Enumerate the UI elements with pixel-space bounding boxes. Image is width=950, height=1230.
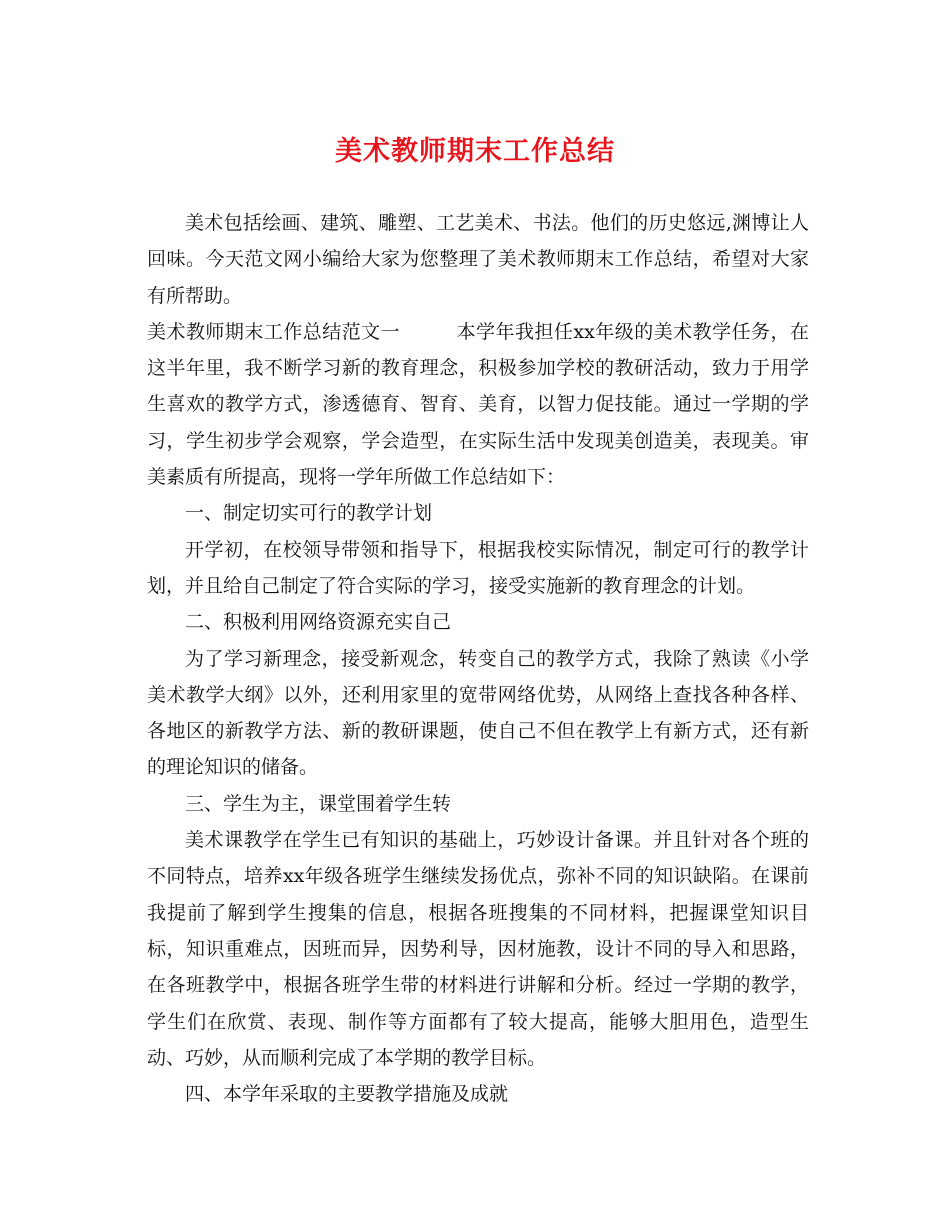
section-1-heading: 一、制定切实可行的教学计划 <box>185 502 433 525</box>
document-title: 美术教师期末工作总结 <box>335 136 615 167</box>
sample-heading: 美术教师期末工作总结范文一 <box>147 320 401 343</box>
section-2-heading: 二、积极利用网络资源充实自己 <box>185 611 452 634</box>
section-3-paragraph: 美术课教学在学生已有知识的基础上，巧妙设计备课。并且针对各个班的不同特点，培养xx年级各班学生继续发扬优点，弥补不同的知识缺陷。在课前我提前了解到学生搜集的信息，根据各班搜集的不同材料，把握课堂知识目标，知识重难点，因班而异，因势利导，因材施教，设计不同的导入和思路，在各班教学中，根据各班学生带的材料进行讲解和分析。经过一学期的教学，学生们在欣赏、表现、制作等方面都有了较大提高，能够大胆用色，造型生动、巧妙，从而顺利完成了本学期的教学目标。 <box>147 829 809 1069</box>
section-3-heading: 三、学生为主，课堂围着学生转 <box>185 792 452 815</box>
section-2-paragraph: 为了学习新理念，接受新观念，转变自己的教学方式，我除了熟读《小学美术教学大纲》以外，还利用家里的宽带网络优势，从网络上查找各种各样、各地区的新教学方法、新的教研课题，使自己不但在教学上有新方式，还有新的理论知识的储备。 <box>147 647 809 779</box>
intro-paragraph: 美术包括绘画、建筑、雕塑、工艺美术、书法。他们的历史悠远,渊博让人回味。今天范文网小编给大家为您整理了美术教师期末工作总结，希望对大家有所帮助。 <box>147 212 809 307</box>
document-body <box>147 205 809 1112</box>
sample-opening: 本学年我担任xx年级的美术教学任务，在这半年里，我不断学习新的教育理念，积极参加学校的教研活动，致力于用学生喜欢的教学方式，渗透德育、智育、美育，以智力促技能。通过一学期的学习，学生初步学会观察，学会造型，在实际生活中发现美创造美，表现美。审美素质有所提高，现将一学年所做工作总结如下： <box>147 320 809 489</box>
sample-paragraph <box>147 314 809 495</box>
section-4-heading: 四、本学年采取的主要教学措施及成就 <box>185 1083 509 1106</box>
section-1-paragraph: 开学初，在校领导带领和指导下，根据我校实际情况，制定可行的教学计划，并且给自己制定了符合实际的学习，接受实施新的教育理念的计划。 <box>147 538 809 597</box>
